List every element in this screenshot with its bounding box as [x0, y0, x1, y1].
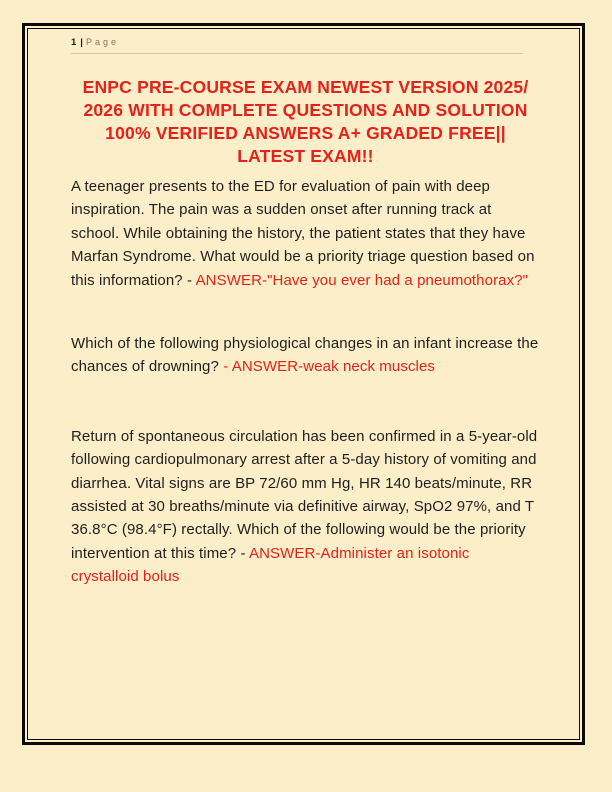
document-title-line: ENPC PRE-COURSE EXAM NEWEST VERSION 2025/: [82, 77, 529, 97]
document-body: [71, 175, 541, 589]
document-title-line: 100% VERIFIED ANSWERS A+ GRADED FREE||: [105, 123, 506, 143]
question-text: A teenager presents to the ED for evaluation of pain with deep inspiration. The pain was a sudden onset after running track at school. While obtaining the history, the patient states that they have Marfan Syndrome. What would be a priority triage question based on this information? -: [71, 178, 535, 289]
qa-paragraph: [71, 425, 541, 589]
document-title-line: 2026 WITH COMPLETE QUESTIONS AND SOLUTION: [83, 100, 528, 120]
question-text: Which of the following physiological changes in an infant increase the chances of drowning?: [71, 335, 539, 376]
page-header-separator: |: [80, 37, 83, 48]
qa-paragraph: [71, 175, 541, 292]
page-header-label: Page: [85, 37, 119, 47]
answer-text: - ANSWER-weak neck muscles: [223, 358, 436, 376]
document-title: [71, 76, 540, 168]
page-border-inner: [27, 28, 580, 740]
qa-paragraph: [71, 332, 541, 379]
document-title-line: LATEST EXAM!!: [237, 146, 374, 166]
page-number: 1: [71, 37, 77, 48]
page-border-frame: [22, 23, 585, 745]
header-divider: [71, 53, 523, 54]
answer-text: ANSWER-Administer an isotonic crystalloid bolus: [71, 544, 470, 586]
question-text: Return of spontaneous circulation has been confirmed in a 5-year-old following cardiopulmonary arrest after a 5-day history of vomiting and diarrhea. Vital signs are BP 72/60 mm Hg, HR 140 beats/minute, RR assisted at 30 breaths/minute via definitive airway, SpO2 97%, and T 36.8°C (98.4°F) rectally. Which of the following would be the priority intervention at this time? -: [71, 427, 538, 562]
page-header: [71, 36, 540, 49]
answer-text: ANSWER-"Have you ever had a pneumothorax?": [195, 271, 529, 289]
